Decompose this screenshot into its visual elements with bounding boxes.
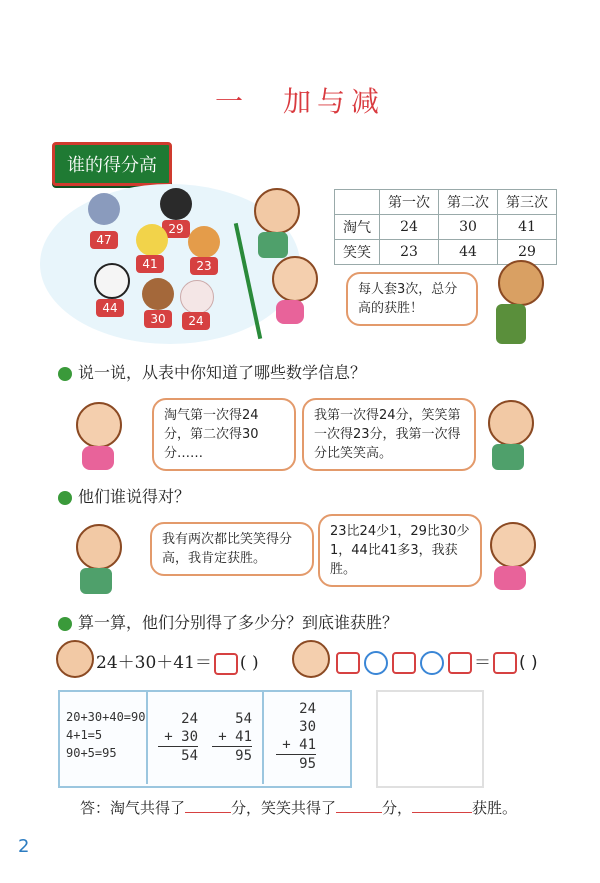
speech-bubble: 23比24少1，29比30少1，44比41多3，我获胜。 <box>318 514 482 587</box>
calc-line: 95 <box>235 748 252 764</box>
speech-bubble: 我第一次得24分，笑笑第一次得23分，我第一次得分比笑笑高。 <box>302 398 476 471</box>
row-name: 笑笑 <box>335 240 380 265</box>
girl-body <box>82 446 114 470</box>
rabbit-icon <box>180 280 214 314</box>
calc-line: 95 <box>299 756 316 772</box>
question-text: 算一算，他们分别得了多少分？到底谁获胜？ <box>78 613 399 632</box>
blank-scratch-paper <box>376 690 484 788</box>
answer-text: 分，笑笑共得了 <box>231 799 337 817</box>
table-header-row <box>335 190 557 215</box>
calc-line: 90+5=95 <box>66 746 117 760</box>
score-tag: 23 <box>190 257 218 275</box>
girl-body <box>494 566 526 590</box>
cat-icon <box>188 226 220 258</box>
operator-circle[interactable] <box>420 651 444 675</box>
equals-sign: ＝ <box>474 653 491 673</box>
operator-circle[interactable] <box>364 651 388 675</box>
answer-line <box>80 797 517 818</box>
paper-divider <box>146 690 148 784</box>
question-3 <box>58 610 398 633</box>
question-2 <box>58 484 190 507</box>
unit-paren: ( ) <box>519 653 538 673</box>
table-header-cell: 第一次 <box>380 190 439 215</box>
bullet-icon <box>58 491 72 505</box>
duck-icon <box>136 224 168 256</box>
equation-left <box>96 648 259 675</box>
penguin-icon <box>160 188 192 220</box>
dog-speech-bubble: 每人套3次，总分高的获胜！ <box>346 272 478 326</box>
girl-body <box>276 300 304 324</box>
answer-text: 答：淘气共得了 <box>80 799 186 817</box>
girl-icon <box>76 402 122 448</box>
page-number: 2 <box>18 836 30 857</box>
calc-line: + 41 <box>212 728 252 747</box>
vertical-calc-2 <box>212 710 252 765</box>
girl-icon <box>292 640 330 678</box>
score-tag: 29 <box>162 220 190 238</box>
girl-icon <box>490 522 536 568</box>
calc-line: 30 <box>299 719 316 735</box>
dog-icon <box>142 278 174 310</box>
answer-box[interactable] <box>448 652 472 674</box>
equation-text: 24＋30＋41＝ <box>96 653 212 673</box>
mental-calc <box>66 708 145 762</box>
table-cell: 23 <box>380 240 439 265</box>
calc-line: 54 <box>235 711 252 727</box>
answer-box[interactable] <box>214 653 238 675</box>
score-table <box>334 189 557 265</box>
boy-icon <box>56 640 94 678</box>
score-tag: 30 <box>144 310 172 328</box>
table-header-cell: 第三次 <box>498 190 557 215</box>
table-cell: 44 <box>439 240 498 265</box>
table-cell: 41 <box>498 215 557 240</box>
score-tag: 47 <box>90 231 118 249</box>
panda-icon <box>94 263 130 299</box>
paper-divider <box>262 690 264 784</box>
answer-blank[interactable] <box>412 812 472 813</box>
speech-bubble: 我有两次都比笑笑得分高，我肯定获胜。 <box>150 522 314 576</box>
table-cell: 24 <box>380 215 439 240</box>
dog-icon <box>498 260 544 306</box>
calc-line: + 41 <box>276 736 316 755</box>
table-header-cell <box>335 190 380 215</box>
page-title: 一 加与减 <box>214 85 385 118</box>
calc-line: 24 <box>181 711 198 727</box>
bullet-icon <box>58 617 72 631</box>
unit-paren: ( ) <box>239 653 259 673</box>
equation-right <box>334 648 538 675</box>
table-cell: 29 <box>498 240 557 265</box>
score-tag: 41 <box>136 255 164 273</box>
table-row <box>335 215 557 240</box>
calc-line: 4+1=5 <box>66 728 103 742</box>
boy-body <box>80 568 112 594</box>
score-tag: 24 <box>182 312 210 330</box>
vertical-calc-1 <box>158 710 198 765</box>
dog-body <box>496 304 526 344</box>
girl-icon <box>272 256 318 302</box>
calc-line: 20+30+40=90 <box>66 710 146 724</box>
vertical-calc-3 <box>276 700 316 773</box>
question-1 <box>58 360 366 383</box>
boy-icon <box>254 188 300 234</box>
speech-bubble: 淘气第一次得24分，第二次得30分…… <box>152 398 296 471</box>
calc-line: + 30 <box>158 728 198 747</box>
score-tag: 44 <box>96 299 124 317</box>
answer-box[interactable] <box>392 652 416 674</box>
table-header-cell: 第二次 <box>439 190 498 215</box>
elephant-icon <box>88 193 120 225</box>
table-cell: 30 <box>439 215 498 240</box>
calc-line: 54 <box>181 748 198 764</box>
question-text: 他们谁说得对？ <box>78 487 191 506</box>
answer-text: 获胜。 <box>472 799 518 817</box>
boy-icon <box>76 524 122 570</box>
boy-body <box>492 444 524 470</box>
boy-body <box>258 232 288 258</box>
answer-text: 分， <box>382 799 413 817</box>
answer-blank[interactable] <box>185 812 231 813</box>
answer-blank[interactable] <box>336 812 382 813</box>
row-name: 淘气 <box>335 215 380 240</box>
section-label: 谁的得分高 <box>52 142 172 186</box>
boy-icon <box>488 400 534 446</box>
answer-box[interactable] <box>493 652 517 674</box>
answer-box[interactable] <box>336 652 360 674</box>
question-text: 说一说，从表中你知道了哪些数学信息？ <box>78 363 367 382</box>
bullet-icon <box>58 367 72 381</box>
calc-line: 24 <box>299 701 316 717</box>
